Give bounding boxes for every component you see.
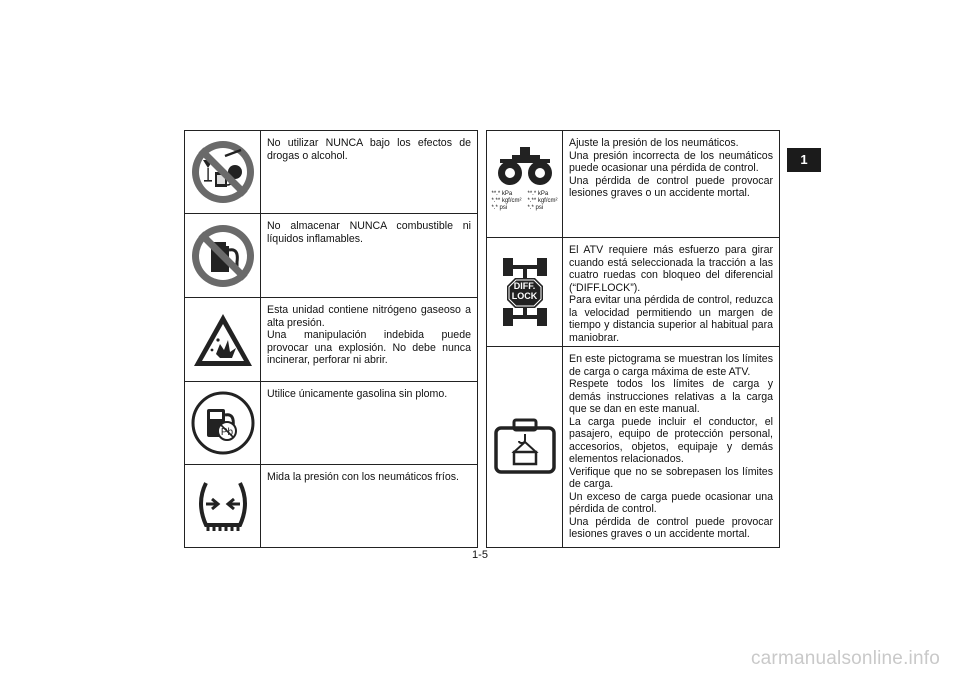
atv-tire-text-1: Ajuste la presión de los neumáticos. (569, 137, 739, 149)
front-tire-pressure-values (491, 191, 521, 212)
pictogram-row-no-drugs (185, 131, 477, 214)
diff-lock-label-2: LOCK (511, 291, 538, 301)
rear-psi: *.* psi (527, 205, 544, 211)
pictogram-row-diff-lock (487, 238, 779, 347)
max-load-text-2: Respete todos los límites de carga y demás instrucciones relativas a la carga que se dan en este manual. (569, 378, 773, 415)
diff-lock-label-1: DIFF. (513, 281, 536, 291)
pictogram-row-unleaded (185, 382, 477, 465)
diff-lock-icon (487, 238, 563, 346)
rear-kgf: *.** kgf/cm² (527, 198, 558, 204)
max-load-text-6: Una pérdida de control puede provocar lesiones graves o un accidente mortal. (569, 515, 773, 540)
left-pictogram-table (184, 130, 478, 548)
front-psi: *.* psi (491, 205, 508, 211)
pictogram-row-tire-pressure (185, 465, 477, 547)
atv-tire-pressure-icon (487, 131, 563, 237)
right-pictogram-table (486, 130, 780, 548)
svg-text:Pb: Pb (220, 427, 233, 438)
pictogram-row-atv-tire (487, 131, 779, 238)
unleaded-fuel-icon (185, 382, 261, 464)
max-load-icon (487, 347, 563, 547)
no-fuel-text-1: No almacenar NUNCA combustible ni líquidos inflamables. (267, 220, 471, 245)
pictogram-row-explosion (185, 298, 477, 382)
no-fuel-storage-icon (185, 214, 261, 297)
diff-lock-text-1: El ATV requiere más esfuerzo para girar cuando está seleccionada la tracción a las cuatro ruedas con bloqueo del diferencial (“DIFF.LOCK”). (569, 244, 773, 294)
max-load-text-4: Verifique que no se sobrepasen los límites de carga. (569, 465, 773, 490)
diff-lock-text-2: Para evitar una pérdida de control, reduzca la velocidad permitiendo un margen de tiempo y distancia superior al habitual para maniobrar. (569, 294, 773, 344)
explosion-text-1: Esta unidad contiene nitrógeno gaseoso a alta presión. (267, 304, 471, 329)
max-load-text-5: Un exceso de carga puede ocasionar una pérdida de control. (569, 490, 773, 515)
no-drugs-text-1: No utilizar NUNCA bajo los efectos de drogas o alcohol. (267, 137, 471, 162)
tire-pressure-text-1: Mida la presión con los neumáticos fríos. (267, 471, 459, 483)
atv-tire-text-2: Una presión incorrecta de los neumáticos puede ocasionar una pérdida de control. (569, 149, 773, 174)
watermark: carmanualsonline.info (750, 648, 940, 669)
explosion-text-2: Una manipulación indebida puede provocar una explosión. No debe nunca incinerar, perforar ni abrir. (267, 329, 471, 366)
page-number: 1-5 (472, 549, 488, 561)
max-load-text-1: En este pictograma se muestran los límites de carga o carga máxima de este ATV. (569, 353, 773, 378)
no-drugs-alcohol-icon (185, 131, 261, 213)
rear-kpa: **.* kPa (527, 191, 549, 197)
max-load-text-3: La carga puede incluir el conductor, el pasajero, equipo de protección personal, accesorios, objetos, equipaje y demás elementos relacionados. (569, 415, 773, 465)
tire-pressure-icon (185, 465, 261, 547)
pictogram-row-no-fuel (185, 214, 477, 298)
front-kgf: *.** kgf/cm² (491, 198, 522, 204)
chapter-tab: 1 (787, 148, 821, 172)
rear-tire-pressure-values (528, 191, 558, 212)
atv-tire-text-3: Una pérdida de control puede provocar lesiones graves o un accidente mortal. (569, 174, 773, 199)
front-kpa: **.* kPa (491, 191, 513, 197)
pictogram-row-max-load (487, 347, 779, 547)
explosion-warning-icon (185, 298, 261, 381)
unleaded-text-1: Utilice únicamente gasolina sin plomo. (267, 388, 448, 400)
